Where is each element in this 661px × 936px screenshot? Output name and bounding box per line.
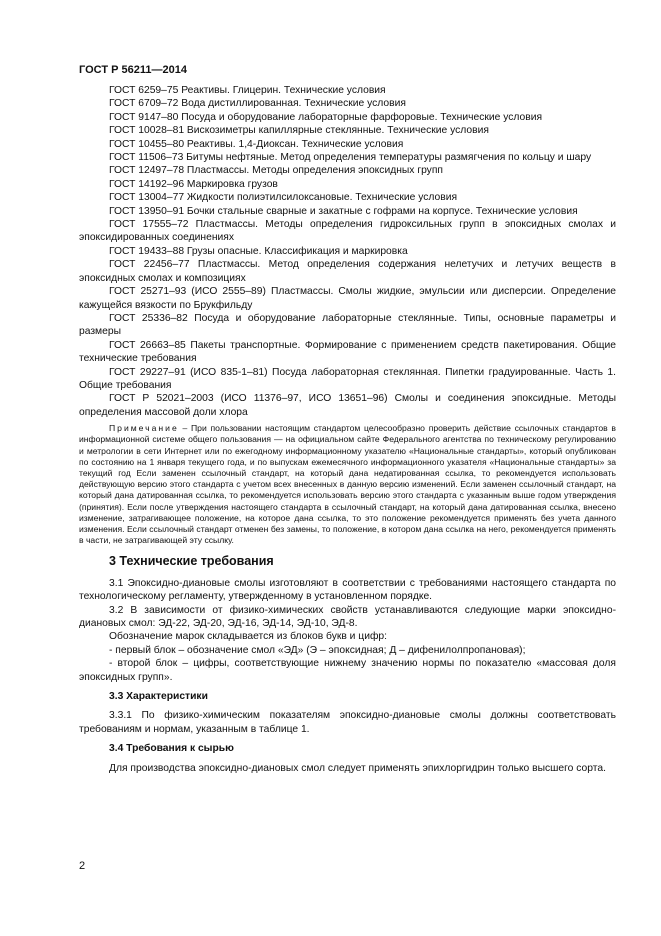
- note-text: – При пользовании настоящим стандартом целесообразно проверить действие ссылочных стандартов в информационной системе общего пользования — на официальном сайте Федерального агентства по техническому регулированию и метрологии в сети Интернет или по ежегодному информационному указателю «Национальные стандарты», который опубликован по состоянию на 1 января текущего года, и по выпускам ежемесячного информационного указателя «Национальные стандарты» за текущий год Если заменен ссылочный стандарт, на который дана недатированная ссылка, то рекомендуется использовать действующую версию этого стандарта с учетом всех внесенных в данную версию изменений. Если заменен ссылочный стандарт, на который дана датированная ссылка, то рекомендуется использовать версию этого стандарта с указанным выше годом утверждения (принятия). Если после утверждения настоящего стандарта в ссылочный стандарт, на который дана датированная ссылка, внесено изменение, затрагивающее положение, на которое дана ссылка, то это положение рекомендуется применять без учета данного изменения. Если ссылочный стандарт отменен без замены, то положение, в котором дана ссылка на него, рекомендуется применять в части, не затрагивающей эту ссылку.: [79, 423, 616, 546]
- reference-item: ГОСТ 13950–91 Бочки стальные сварные и закатные с гофрами на корпусе. Технические условия: [109, 205, 578, 217]
- paragraph-3-2: 3.2 В зависимости от физико-химических свойств устанавливаются следующие марки эпоксидно-диановых смол: ЭД-22, ЭД-20, ЭД-16, ЭД-14, ЭД-10, ЭД-8.: [79, 604, 616, 630]
- reference-item: ГОСТ 25271–93 (ИСО 2555–89) Пластмассы. Смолы жидкие, эмульсии или дисперсии. Определение кажущейся вязкости по Брукфильду: [79, 286, 616, 311]
- paragraph-3-3-1: 3.3.1 По физико-химическим показателям эпоксидно-диановые смолы должны соответствовать требованиям и нормам, указанным в таблице 1.: [79, 710, 616, 735]
- paragraph-first-block: - первый блок – обозначение смол «ЭД» (Э – эпоксидная; Д – дифенилолпропановая);: [109, 644, 526, 656]
- reference-item: ГОСТ 12497–78 Пластмассы. Методы определения эпоксидных групп: [109, 165, 443, 177]
- reference-item: ГОСТ 13004–77 Жидкости полиэтилсилоксановые. Технические условия: [109, 192, 458, 204]
- reference-item: ГОСТ 25336–82 Посуда и оборудование лабораторные стеклянные. Типы, основные параметры и размеры: [79, 312, 616, 338]
- page-number: 2: [79, 860, 86, 872]
- page-content: [79, 84, 616, 775]
- references-list: [79, 84, 616, 419]
- reference-item: ГОСТ 10028–81 Вискозиметры капиллярные стеклянные. Технические условия: [109, 125, 489, 137]
- reference-item: ГОСТ 17555–72 Пластмассы. Методы определения гидроксильных групп в эпоксидных смолах и эпоксидированных соединениях: [79, 219, 616, 244]
- reference-item: ГОСТ 6259–75 Реактивы. Глицерин. Технические условия: [109, 85, 386, 96]
- reference-item: ГОСТ 6709–72 Вода дистиллированная. Технические условия: [109, 98, 406, 110]
- reference-item: ГОСТ 11506–73 Битумы нефтяные. Метод определения температуры размягчения по кольцу и шару: [109, 152, 592, 164]
- paragraph-marks-intro: Обозначение марок складывается из блоков букв и цифр:: [109, 631, 388, 643]
- references-note: [79, 423, 616, 546]
- section-3-title: 3 Технические требования: [109, 554, 274, 569]
- reference-item: ГОСТ 26663–85 Пакеты транспортные. Формирование с применением средств пакетирования. Общие технические требования: [79, 339, 616, 365]
- paragraph-3-4: Для производства эпоксидно-диановых смол следует применять эпихлоргидрин только высшего сорта.: [109, 762, 606, 774]
- subsection-3-3-title: 3.3 Характеристики: [109, 691, 208, 703]
- reference-item: ГОСТ 14192–96 Маркировка грузов: [109, 178, 278, 190]
- reference-item: ГОСТ Р 52021–2003 (ИСО 11376–97, ИСО 13651–96) Смолы и соединения эпоксидные. Методы определения массовой доли хлора: [79, 393, 616, 418]
- paragraph-3-1: 3.1 Эпоксидно-диановые смолы изготовляют в соответствии с требованиями настоящего стандарта по технологическому регламенту, утвержденному в установленном порядке.: [79, 577, 616, 603]
- reference-item: ГОСТ 19433–88 Грузы опасные. Классификация и маркировка: [109, 245, 408, 257]
- document-header: ГОСТ Р 56211—2014: [79, 64, 187, 76]
- note-label: Примечание: [109, 423, 179, 434]
- reference-item: ГОСТ 22456–77 Пластмассы. Метод определения содержания нелетучих и летучих веществ в эпоксидных смолах и композициях: [79, 259, 616, 284]
- reference-item: ГОСТ 29227–91 (ИСО 835-1–81) Посуда лабораторная стеклянная. Пипетки градуированные. Часть 1. Общие требования: [79, 366, 616, 391]
- paragraph-second-block: - второй блок – цифры, соответствующие нижнему значению нормы по показателю «массовая доля эпоксидных групп».: [79, 658, 616, 683]
- reference-item: ГОСТ 9147–80 Посуда и оборудование лабораторные фарфоровые. Технические условия: [109, 111, 543, 123]
- reference-item: ГОСТ 10455–80 Реактивы. 1,4-Диоксан. Технические условия: [109, 138, 404, 150]
- subsection-3-4-title: 3.4 Требования к сырью: [109, 743, 234, 755]
